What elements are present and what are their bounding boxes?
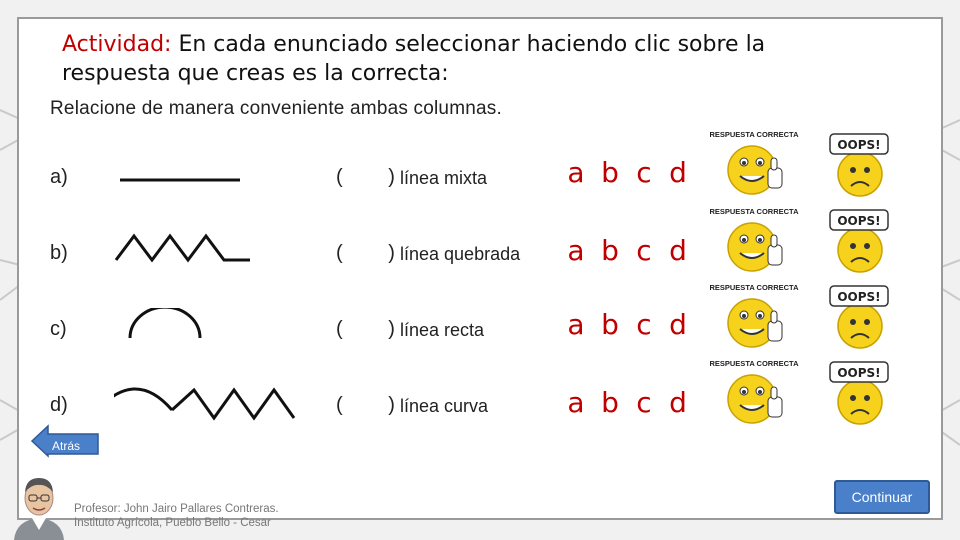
choice-c[interactable]: c (636, 308, 652, 341)
choice-a[interactable]: a (567, 308, 585, 341)
worksheet-row-d (38, 384, 558, 424)
back-label: Atrás (52, 439, 81, 453)
choice-group-3 (562, 308, 692, 342)
choice-a[interactable]: a (567, 234, 585, 267)
row-blank: ( ) (336, 242, 415, 264)
row-option-text: línea mixta (400, 168, 488, 188)
choice-a[interactable]: a (567, 156, 585, 189)
activity-instructions: En cada enunciado seleccionar haciendo clic sobre la respuesta que creas es la correcta: (62, 32, 766, 86)
worksheet-row-c (38, 308, 558, 348)
choice-a[interactable]: a (567, 386, 585, 419)
choice-group-2 (562, 234, 692, 268)
row-letter: a) (50, 166, 68, 188)
oops-smiley-icon[interactable] (824, 282, 894, 352)
arc-line-figure (114, 308, 314, 348)
choice-b[interactable]: b (601, 386, 619, 419)
correct-answer-smiley-icon[interactable] (708, 128, 800, 200)
row-letter: b) (50, 242, 68, 264)
row-letter: d) (50, 394, 68, 416)
choice-b[interactable]: b (601, 234, 619, 267)
row-option-text: línea curva (400, 396, 489, 416)
row-option-text: línea quebrada (400, 244, 521, 264)
mixed-line-figure (114, 384, 314, 424)
straight-line-figure (114, 156, 314, 196)
choice-group-4 (562, 386, 692, 420)
choice-d[interactable]: d (669, 234, 687, 267)
correct-answer-smiley-icon[interactable] (708, 205, 800, 277)
correct-label: RESPUESTA CORRECTA (709, 207, 799, 216)
oops-smiley-icon[interactable] (824, 130, 894, 200)
correct-answer-smiley-icon[interactable] (708, 281, 800, 353)
worksheet-header: Relacione de manera conveniente ambas columnas. (50, 98, 502, 119)
oops-label: OOPS! (837, 290, 881, 304)
choice-d[interactable]: d (669, 156, 687, 189)
choice-d[interactable]: d (669, 386, 687, 419)
row-blank: ( ) (336, 166, 415, 188)
choice-group-1 (562, 156, 692, 190)
teacher-credit (74, 502, 279, 530)
credit-line-2: Instituto Agrícola, Pueblo Bello - Cesar (74, 517, 271, 529)
row-blank: ( ) (336, 318, 415, 340)
worksheet-image (38, 94, 558, 428)
oops-smiley-icon[interactable] (824, 358, 894, 428)
oops-label: OOPS! (837, 366, 881, 380)
choice-b[interactable]: b (601, 156, 619, 189)
choice-c[interactable]: c (636, 156, 652, 189)
row-blank: ( ) (336, 394, 415, 416)
oops-label: OOPS! (837, 138, 881, 152)
oops-label: OOPS! (837, 214, 881, 228)
worksheet-row-a (38, 156, 558, 196)
choice-b[interactable]: b (601, 308, 619, 341)
correct-label: RESPUESTA CORRECTA (709, 359, 799, 368)
continue-button[interactable]: Continuar (834, 480, 930, 514)
choice-c[interactable]: c (636, 386, 652, 419)
choice-d[interactable]: d (669, 308, 687, 341)
oops-smiley-icon[interactable] (824, 206, 894, 276)
correct-label: RESPUESTA CORRECTA (709, 283, 799, 292)
zigzag-line-figure (114, 232, 314, 272)
row-option-text: línea recta (400, 320, 485, 340)
teacher-avatar (10, 470, 68, 540)
row-letter: c) (50, 318, 67, 340)
choice-c[interactable]: c (636, 234, 652, 267)
correct-answer-smiley-icon[interactable] (708, 357, 800, 429)
activity-label: Actividad: (62, 32, 172, 57)
activity-title (62, 30, 842, 88)
correct-label: RESPUESTA CORRECTA (709, 130, 799, 139)
credit-line-1: Profesor: John Jairo Pallares Contreras. (74, 503, 279, 515)
worksheet-row-b (38, 232, 558, 272)
